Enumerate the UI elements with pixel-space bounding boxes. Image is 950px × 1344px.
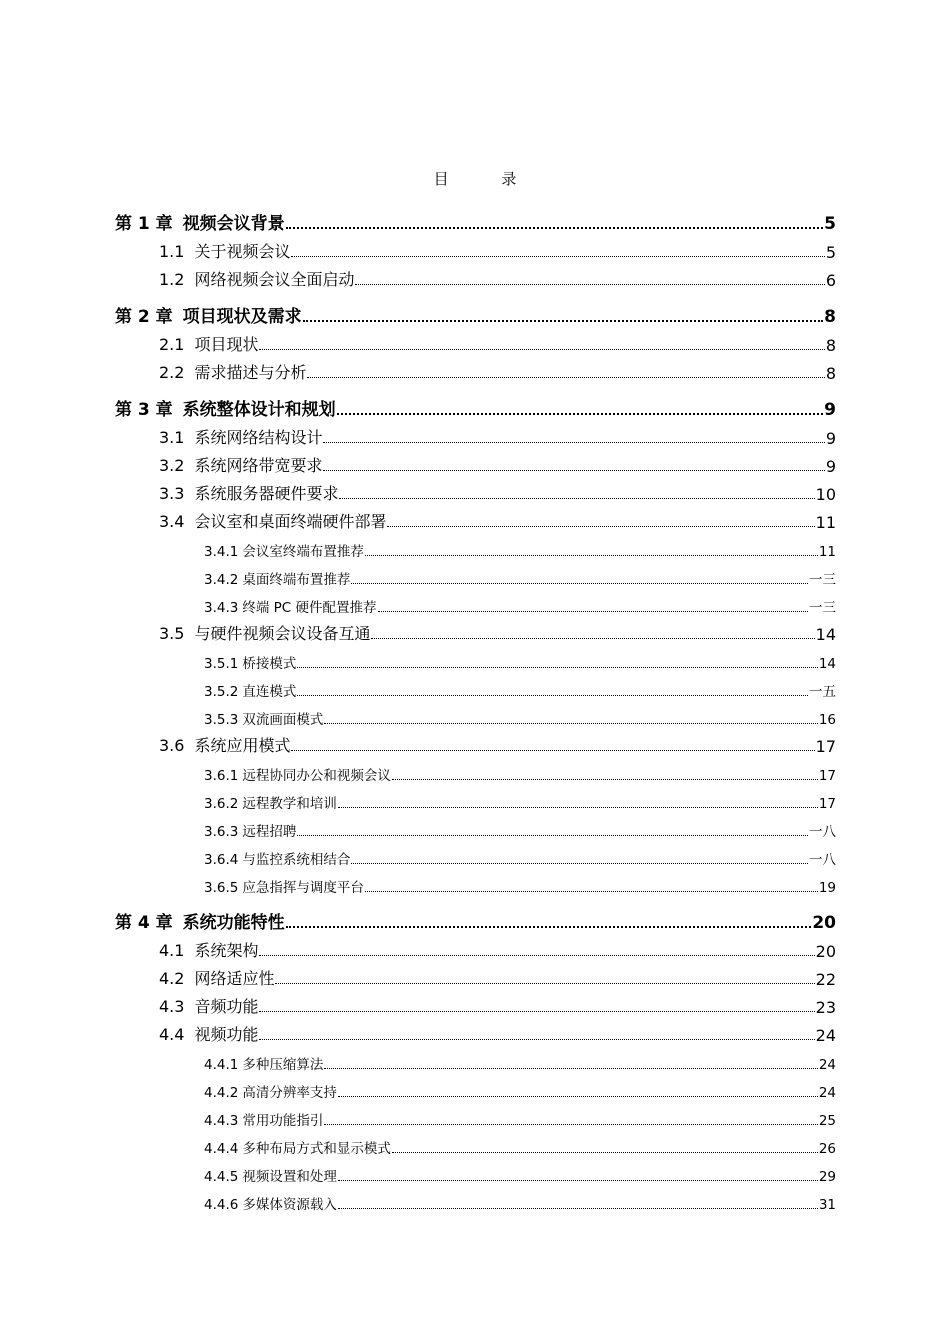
toc-subsection-entry[interactable]: [204, 788, 836, 812]
toc-entry-label: [204, 1165, 337, 1185]
toc-dot-leader: [275, 983, 814, 984]
toc-entry-number: 3.1: [159, 428, 185, 447]
toc-entry-label: [159, 481, 338, 504]
toc-entry-title: 远程协同办公和视频会议: [242, 768, 391, 784]
toc-entry-page: 11: [815, 513, 836, 532]
toc-dot-leader: [378, 611, 808, 612]
toc-entry-page: 17: [818, 796, 836, 812]
toc-entry-title: 视频设置和处理: [242, 1169, 337, 1185]
toc-subsection-entry[interactable]: [204, 592, 836, 616]
toc-entry-page: 24: [818, 1057, 836, 1073]
toc-subsection-entry[interactable]: [204, 1105, 836, 1129]
toc-chapter-entry[interactable]: [115, 396, 836, 420]
toc-entry-title: 远程招聘: [242, 824, 297, 840]
toc-entry-number: 1.2: [159, 270, 185, 289]
toc-dot-leader: [324, 1124, 817, 1125]
toc-entry-number: 3.5: [159, 624, 185, 643]
toc-entry-page: 9: [825, 429, 836, 448]
toc-entry-number: 4.1: [159, 941, 185, 960]
toc-dot-leader: [355, 284, 824, 285]
toc-entry-page: 29: [818, 1169, 836, 1185]
toc-entry-page: 一五: [809, 684, 836, 700]
toc-entry-page: 25: [818, 1113, 836, 1129]
toc-section-entry[interactable]: [159, 331, 836, 355]
toc-entry-label: [204, 1053, 323, 1073]
toc-subsection-entry[interactable]: [204, 1049, 836, 1073]
toc-entry-title: 音频功能: [194, 997, 259, 1016]
toc-section-entry[interactable]: [159, 266, 836, 290]
toc-entry-label: [204, 1137, 391, 1157]
toc-entry-page: 16: [818, 712, 836, 728]
toc-entry-page: 23: [815, 998, 836, 1017]
toc-entry-title: 双流画面模式: [242, 712, 324, 728]
toc-entry-label: [204, 848, 350, 868]
toc-entry-title: 应急指挥与调度平台: [242, 880, 364, 896]
toc-entry-page: 26: [818, 1141, 836, 1157]
toc-entry-number: 3.4.1: [204, 544, 239, 560]
toc-entry-number: 3.6.4: [204, 852, 239, 868]
toc-subsection-entry[interactable]: [204, 564, 836, 588]
toc-entry-label: [159, 453, 322, 476]
toc-dot-leader: [337, 413, 823, 415]
toc-entry-label: [204, 596, 377, 616]
toc-entry-title: 系统网络结构设计: [194, 428, 323, 447]
toc-entry-number: 3.3: [159, 484, 185, 503]
toc-entry-page: 19: [818, 880, 836, 896]
toc-entry-page: 6: [825, 271, 836, 290]
toc-entry-title: 系统架构: [194, 941, 259, 960]
toc-dot-leader: [297, 667, 817, 668]
toc-entry-number: 3.6.2: [204, 796, 239, 812]
toc-section-entry[interactable]: [159, 937, 836, 961]
toc-entry-label: [204, 1081, 337, 1101]
toc-entry-label: [204, 764, 391, 784]
toc-heading: [0, 168, 950, 189]
toc-entry-label: [204, 568, 350, 588]
toc-entry-title: 视频功能: [194, 1025, 259, 1044]
toc-entry-number: 3.5.3: [204, 712, 239, 728]
toc-entry-page: 一八: [809, 852, 836, 868]
toc-entry-number: 2.2: [159, 363, 185, 382]
toc-entry-number: 3.6.5: [204, 880, 239, 896]
toc-entry-title: 与硬件视频会议设备互通: [194, 624, 371, 643]
toc-entry-label: [159, 1022, 258, 1045]
toc-entry-number: 3.4: [159, 512, 185, 531]
toc-entry-label: [115, 302, 302, 327]
toc-entry-page: 22: [815, 970, 836, 989]
toc-dot-leader: [297, 695, 808, 696]
toc-entry-title: 系统网络带宽要求: [194, 456, 323, 475]
toc-entry-number: 4.4: [159, 1025, 185, 1044]
toc-entry-title: 远程教学和培训: [242, 796, 337, 812]
toc-subsection-entry[interactable]: [204, 676, 836, 700]
toc-entry-number: 3.6.1: [204, 768, 239, 784]
toc-chapter-entry[interactable]: [115, 303, 836, 327]
toc-entry-title: 多媒体资源载入: [242, 1197, 337, 1213]
toc-entry-label: [204, 1193, 337, 1213]
toc-entry-label: [204, 792, 337, 812]
toc-entry-page: 5: [825, 243, 836, 262]
toc-entry-label: [204, 652, 296, 672]
toc-entry-title: 关于视频会议: [194, 242, 291, 261]
toc-entry-title: 会议室和桌面终端硬件部署: [194, 512, 387, 531]
toc-entry-page: 24: [815, 1026, 836, 1045]
toc-entry-page: 9: [825, 457, 836, 476]
toc-dot-leader: [259, 349, 824, 350]
toc-dot-leader: [392, 779, 818, 780]
toc-section-entry[interactable]: [159, 1021, 836, 1045]
toc-entry-title: 桌面终端布置推荐: [242, 572, 351, 588]
toc-heading-left: 目: [433, 170, 449, 188]
toc-entry-label: [159, 938, 258, 961]
toc-entry-label: [204, 680, 296, 700]
toc-entry-page: 5: [824, 214, 836, 234]
toc-entry-label: [159, 509, 386, 532]
toc-section-entry[interactable]: [159, 424, 836, 448]
toc-dot-leader: [338, 807, 818, 808]
toc-entry-number: 2.1: [159, 335, 185, 354]
toc-subsection-entry[interactable]: [204, 816, 836, 840]
toc-entry-page: 8: [824, 307, 836, 327]
toc-section-entry[interactable]: [159, 732, 836, 756]
toc-dot-leader: [324, 1068, 817, 1069]
toc-entry-label: [159, 966, 274, 989]
toc-entry-label: [204, 708, 323, 728]
toc-entry-label: [204, 876, 364, 896]
toc-entry-page: 11: [818, 544, 836, 560]
toc-entry-label: [204, 1109, 323, 1129]
toc-entry-title: 系统服务器硬件要求: [194, 484, 339, 503]
toc-heading-right: 录: [501, 170, 517, 188]
toc-dot-leader: [307, 377, 824, 378]
toc-dot-leader: [392, 1152, 818, 1153]
toc-dot-leader: [371, 638, 814, 639]
toc-subsection-entry[interactable]: [204, 648, 836, 672]
toc-entry-label: [159, 267, 354, 290]
toc-subsection-entry[interactable]: [204, 844, 836, 868]
toc-dot-leader: [351, 863, 808, 864]
toc-entry-title: 网络适应性: [194, 969, 275, 988]
toc-dot-leader: [286, 227, 823, 229]
toc-entry-title: 多种压缩算法: [242, 1057, 324, 1073]
toc-subsection-entry[interactable]: [204, 1133, 836, 1157]
toc-entry-page: 20: [812, 913, 836, 933]
toc-entry-title: 系统应用模式: [194, 736, 291, 755]
toc-entry-number: 4.4.3: [204, 1113, 239, 1129]
toc-entry-title: 系统整体设计和规划: [182, 400, 336, 420]
toc-dot-leader: [286, 926, 812, 928]
toc-subsection-entry[interactable]: [204, 1189, 836, 1213]
toc-entry-number: 3.5.2: [204, 684, 239, 700]
toc-section-entry[interactable]: [159, 508, 836, 532]
toc-entry-page: 24: [818, 1085, 836, 1101]
toc-entry-number: 4.2: [159, 969, 185, 988]
toc-subsection-entry[interactable]: [204, 1161, 836, 1185]
toc-entry-title: 系统功能特性: [182, 913, 285, 933]
toc-entry-title: 直连模式: [242, 684, 297, 700]
toc-entry-number: 3.5.1: [204, 656, 239, 672]
toc-entry-title: 终端 PC 硬件配置推荐: [242, 600, 377, 616]
toc-entry-number: 第 2 章: [115, 307, 173, 327]
toc-section-entry[interactable]: [159, 620, 836, 644]
toc-subsection-entry[interactable]: [204, 760, 836, 784]
toc-entry-label: [159, 332, 258, 355]
toc-entry-number: 1.1: [159, 242, 185, 261]
toc-entry-title: 会议室终端布置推荐: [242, 544, 364, 560]
toc-entry-label: [115, 395, 336, 420]
toc-section-entry[interactable]: [159, 452, 836, 476]
toc-section-entry[interactable]: [159, 359, 836, 383]
toc-dot-leader: [291, 750, 814, 751]
toc-dot-leader: [323, 442, 824, 443]
toc-dot-leader: [259, 955, 814, 956]
toc-entry-page: 一八: [809, 824, 836, 840]
toc-entry-title: 项目现状: [194, 335, 259, 354]
toc-entry-page: 17: [818, 768, 836, 784]
toc-entry-title: 多种布局方式和显示模式: [242, 1141, 391, 1157]
toc-entry-page: 一三: [809, 600, 836, 616]
toc-entry-page: 9: [824, 400, 836, 420]
toc-dot-leader: [338, 1208, 818, 1209]
toc-entry-page: 14: [818, 656, 836, 672]
toc-dot-leader: [365, 891, 818, 892]
toc-entry-number: 3.2: [159, 456, 185, 475]
toc-entry-page: 17: [815, 737, 836, 756]
toc-section-entry[interactable]: [159, 238, 836, 262]
toc-entry-title: 桥接模式: [242, 656, 297, 672]
toc-entry-page: 一三: [809, 572, 836, 588]
toc-entry-number: 4.3: [159, 997, 185, 1016]
toc-entry-label: [159, 733, 290, 756]
toc-entry-label: [159, 239, 290, 262]
toc-entry-label: [204, 820, 296, 840]
toc-entry-label: [115, 908, 285, 933]
toc-entry-title: 需求描述与分析: [194, 363, 307, 382]
toc-entry-number: 3.4.2: [204, 572, 239, 588]
toc-entry-title: 常用功能指引: [242, 1113, 324, 1129]
toc-section-entry[interactable]: [159, 993, 836, 1017]
toc-entry-number: 4.4.2: [204, 1085, 239, 1101]
toc-section-entry[interactable]: [159, 480, 836, 504]
toc-dot-leader: [291, 256, 824, 257]
toc-entry-number: 4.4.5: [204, 1169, 239, 1185]
toc-dot-leader: [297, 835, 808, 836]
toc-entry-number: 3.4.3: [204, 600, 239, 616]
toc-entry-page: 10: [815, 485, 836, 504]
toc-entry-number: 4.4.4: [204, 1141, 239, 1157]
toc-entry-number: 第 4 章: [115, 913, 173, 933]
toc-dot-leader: [323, 470, 824, 471]
toc-entry-label: [159, 994, 258, 1017]
toc-entry-title: 网络视频会议全面启动: [194, 270, 355, 289]
toc-entry-label: [204, 540, 364, 560]
toc-entry-title: 高清分辨率支持: [242, 1085, 337, 1101]
toc-entry-page: 8: [825, 336, 836, 355]
toc-dot-leader: [338, 1096, 818, 1097]
toc-chapter-entry[interactable]: [115, 909, 836, 933]
toc-entry-number: 第 1 章: [115, 214, 173, 234]
toc-dot-leader: [339, 498, 814, 499]
toc-entry-label: [159, 425, 322, 448]
toc-dot-leader: [387, 526, 814, 527]
toc-entry-number: 4.4.1: [204, 1057, 239, 1073]
toc-entry-label: [159, 360, 306, 383]
toc-dot-leader: [351, 583, 808, 584]
toc-dot-leader: [259, 1011, 814, 1012]
toc-entry-page: 20: [815, 942, 836, 961]
toc-dot-leader: [324, 723, 817, 724]
toc-subsection-entry[interactable]: [204, 1077, 836, 1101]
toc-subsection-entry[interactable]: [204, 872, 836, 896]
toc-dot-leader: [365, 555, 818, 556]
toc-entry-number: 第 3 章: [115, 400, 173, 420]
toc-entry-number: 3.6.3: [204, 824, 239, 840]
toc-subsection-entry[interactable]: [204, 536, 836, 560]
toc-entry-number: 3.6: [159, 736, 185, 755]
toc-dot-leader: [259, 1039, 814, 1040]
toc-chapter-entry[interactable]: [115, 210, 836, 234]
toc-entry-label: [115, 209, 285, 234]
toc-entry-title: 与监控系统相结合: [242, 852, 351, 868]
toc-dot-leader: [303, 320, 823, 322]
toc-entry-page: 8: [825, 364, 836, 383]
toc-entry-page: 31: [818, 1197, 836, 1213]
toc-subsection-entry[interactable]: [204, 704, 836, 728]
toc-entry-title: 项目现状及需求: [182, 307, 302, 327]
toc-section-entry[interactable]: [159, 965, 836, 989]
toc-dot-leader: [338, 1180, 818, 1181]
toc-entry-page: 14: [815, 625, 836, 644]
toc-entry-number: 4.4.6: [204, 1197, 239, 1213]
toc-entry-title: 视频会议背景: [182, 214, 285, 234]
toc-entry-label: [159, 621, 370, 644]
